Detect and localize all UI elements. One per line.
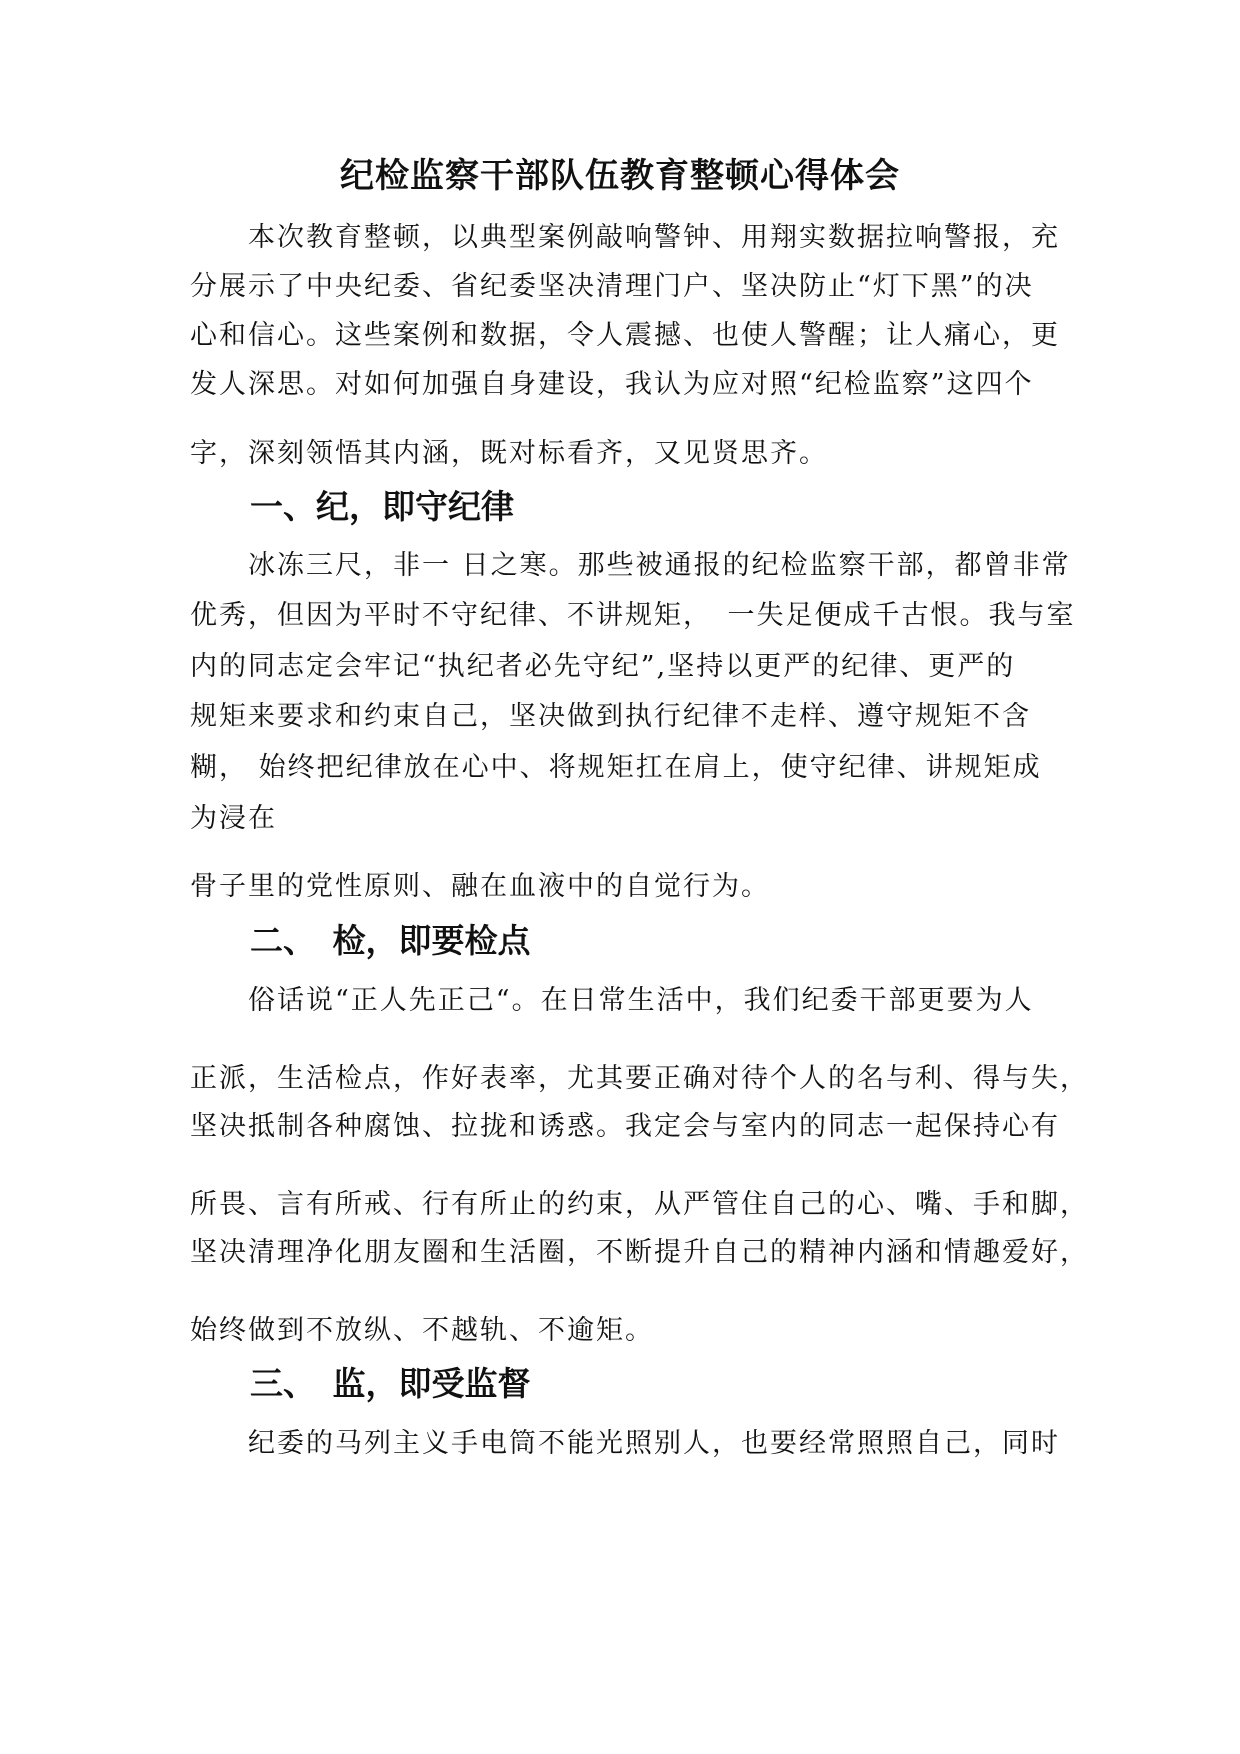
intro-line-4: 发人深思。对如何加强自身建设，我认为应对照“纪检监察”这四个 [190, 369, 1034, 400]
section-1-line-1: 冰冻三尺，非一 日之寒。那些被通报的纪检监察干部，都曾非常 [190, 550, 1071, 581]
section-1-line-6: 为浸在 [190, 803, 277, 834]
section-2-line-6: 始终做到不放纵、不越轨、不逾矩。 [190, 1315, 654, 1346]
section-1-line-4: 规矩来要求和约束自己，坚决做到执行纪律不走样、遵守规矩不含 [190, 701, 1031, 732]
section-1-line-2: 优秀，但因为平时不守纪律、不讲规矩， 一失足便成千古恨。我与室 [190, 600, 1076, 631]
section-2-line-1: 俗话说“正人先正己“。在日常生活中，我们纪委干部更要为人 [190, 985, 1034, 1016]
section-1-line-5: 糊， 始终把纪律放在心中、将规矩扛在肩上，使守纪律、讲规矩成 [190, 752, 1042, 783]
section-1-line-7: 骨子里的党性原则、融在血液中的自觉行为。 [190, 871, 770, 902]
section-2-line-3: 坚决抵制各种腐蚀、拉拢和诱惑。我定会与室内的同志一起保持心有 [190, 1111, 1060, 1142]
document-title: 纪检监察干部队伍教育整顿心得体会 [340, 156, 900, 196]
section-2-heading: 二、 检，即要检点 [250, 921, 531, 960]
section-3-line-1: 纪委的马列主义手电筒不能光照别人，也要经常照照自己，同时 [190, 1428, 1060, 1459]
section-2-line-4: 所畏、言有所戒、行有所止的约束，从严管住自己的心、嘴、手和脚， [190, 1189, 1089, 1220]
section-1-heading: 一、纪，即守纪律 [250, 487, 514, 526]
section-2-line-2: 正派，生活检点，作好表率，尤其要正确对待个人的名与利、得与失， [190, 1063, 1089, 1094]
section-1-line-3: 内的同志定会牢记“执纪者必先守纪”,坚持以更严的纪律、更严的 [190, 651, 1016, 682]
intro-line-1: 本次教育整顿，以典型案例敲响警钟、用翔实数据拉响警报，充 [190, 222, 1060, 253]
intro-line-5: 字，深刻领悟其内涵，既对标看齐，又见贤思齐。 [190, 438, 828, 469]
section-2-line-5: 坚决清理净化朋友圈和生活圈，不断提升自己的精神内涵和情趣爱好， [190, 1237, 1089, 1268]
intro-line-3: 心和信心。这些案例和数据，令人震撼、也使人警醒；让人痛心，更 [190, 320, 1060, 351]
section-3-heading: 三、 监，即受监督 [250, 1364, 531, 1403]
intro-line-2: 分展示了中央纪委、省纪委坚决清理门户、坚决防止“灯下黑”的决 [190, 271, 1034, 302]
